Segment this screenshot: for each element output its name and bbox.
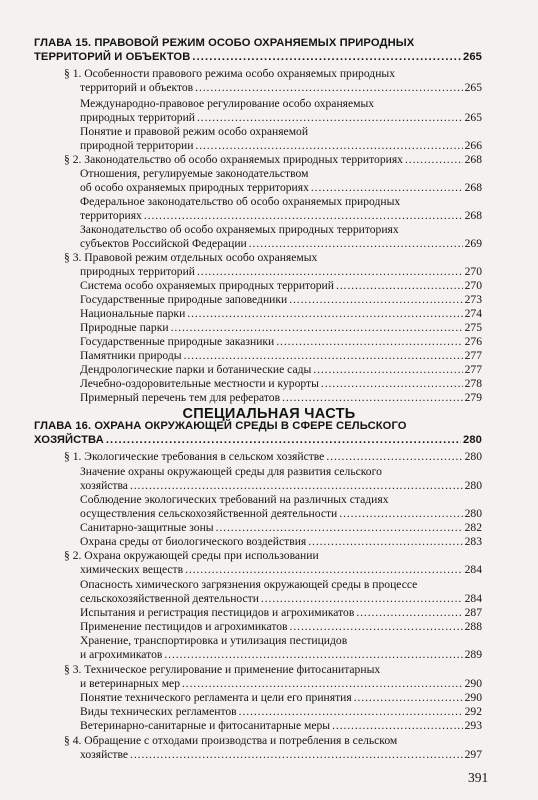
- leader-dots: [313, 363, 462, 377]
- toc-entry-text: Охрана среды от биологического воздействия: [80, 535, 307, 548]
- chapter-15-title-line2[interactable]: [34, 50, 482, 64]
- toc-entry-text: Памятники природы: [80, 349, 182, 362]
- toc-page-number: 265: [464, 81, 482, 94]
- toc-entry-text: территорий и объектов: [80, 81, 194, 94]
- toc-entry[interactable]: [80, 335, 482, 349]
- toc-entry-text: природных территорий: [80, 111, 195, 124]
- toc-entry-text: природных территорий: [80, 265, 195, 278]
- leader-dots: [289, 293, 462, 307]
- toc-page-number: 268: [464, 153, 482, 166]
- toc-entry-text[interactable]: § 1. Особенности правового режима особо охраняемых природных: [64, 67, 395, 80]
- toc-entry-text: субъектов Российской Федерации: [80, 237, 247, 250]
- toc-page-number: 270: [464, 279, 482, 292]
- toc-entry[interactable]: [80, 563, 482, 577]
- leader-dots: [185, 563, 463, 577]
- leader-dots: [106, 433, 461, 447]
- leader-dots: [290, 620, 463, 634]
- chapter-15-title-line1: ГЛАВА 15. ПРАВОВОЙ РЕЖИМ ОСОБО ОХРАНЯЕМЫХ ПРИРОДНЫХ: [34, 37, 415, 49]
- toc-entry-text: Государственные природные заказники: [80, 335, 275, 348]
- toc-entry-text[interactable]: Законодательство об особо охраняемых природных территориях: [80, 223, 399, 236]
- toc-page-number: 265: [464, 111, 482, 124]
- leader-dots: [216, 521, 463, 535]
- leader-dots: [195, 81, 462, 95]
- toc-page-number: 289: [464, 648, 482, 661]
- toc-page-number: 292: [464, 705, 482, 718]
- toc-page-number: 284: [464, 563, 482, 576]
- toc-entry-text[interactable]: Федеральное законодательство об особо охраняемых природных: [80, 195, 401, 208]
- toc-entry-text: и ветеринарных мер: [80, 677, 180, 690]
- toc-entry[interactable]: [64, 153, 482, 167]
- toc-page-number: 297: [464, 748, 482, 761]
- toc-page-number: 282: [464, 521, 482, 534]
- leader-dots: [321, 377, 463, 391]
- leader-dots: [249, 237, 463, 251]
- toc-entry[interactable]: [80, 321, 482, 335]
- toc-entry-text: Понятие технического регламента и цели его принятия: [80, 691, 352, 704]
- toc-page-number: 288: [464, 620, 482, 633]
- leader-dots: [144, 209, 463, 223]
- toc-entry[interactable]: [80, 279, 482, 293]
- toc-entry-text: хозяйстве: [80, 748, 129, 761]
- toc-page-number: 290: [464, 691, 482, 704]
- leader-dots: [405, 153, 463, 167]
- toc-entry[interactable]: [80, 181, 482, 195]
- toc-entry-text[interactable]: Отношения, регулируемые законодательством: [80, 167, 309, 180]
- toc-page-number: 276: [464, 335, 482, 348]
- toc-entry[interactable]: [80, 705, 482, 719]
- toc-page-number: 280: [464, 507, 482, 520]
- leader-dots: [276, 335, 462, 349]
- leader-dots: [130, 479, 463, 493]
- part-title: СПЕЦИАЛЬНАЯ ЧАСТЬ: [182, 406, 356, 422]
- toc-entry-text[interactable]: § 3. Правовой режим отдельных особо охраняемых: [64, 251, 318, 264]
- page-number: 391: [468, 770, 489, 785]
- toc-page-number: 270: [464, 265, 482, 278]
- toc-entry[interactable]: [80, 81, 482, 95]
- leader-dots: [187, 307, 462, 321]
- leader-dots: [308, 535, 462, 549]
- leader-dots: [356, 606, 462, 620]
- toc-entry[interactable]: [80, 691, 482, 705]
- leader-dots: [336, 279, 463, 293]
- toc-entry[interactable]: [80, 293, 482, 307]
- leader-dots: [332, 719, 463, 733]
- toc-entry[interactable]: [80, 521, 482, 535]
- toc-entry-text[interactable]: Значение охраны окружающей среды для развития сельского: [80, 465, 382, 478]
- toc-entry-text: осуществления сельскохозяйственной деятельности: [80, 507, 338, 520]
- toc-entry[interactable]: [80, 677, 482, 691]
- toc-entry-text: Испытания и регистрация пестицидов и агрохимикатов: [80, 606, 355, 619]
- leader-dots: [282, 391, 463, 405]
- leader-dots: [130, 748, 463, 762]
- leader-dots: [354, 691, 463, 705]
- chapter-16-title-line2[interactable]: [34, 433, 482, 447]
- toc-entry-text: Государственные природные заповедники: [80, 293, 288, 306]
- toc-entry-text[interactable]: Международно-правовое регулирование особо охраняемых: [80, 97, 375, 110]
- toc-entry-text: Ветеринарно-санитарные и фитосанитарные меры: [80, 719, 331, 732]
- toc-entry-text: сельскохозяйственной деятельности: [80, 592, 259, 605]
- toc-entry[interactable]: [80, 265, 482, 279]
- leader-dots: [197, 265, 463, 279]
- toc-entry-text: и агрохимикатов: [80, 648, 163, 661]
- toc-entry[interactable]: [80, 349, 482, 363]
- chapter-16-title-line1: ГЛАВА 16. ОХРАНА ОКРУЖАЮЩЕЙ СРЕДЫ В СФЕРЕ СЕЛЬСКОГО: [34, 420, 407, 432]
- toc-entry-text: § 1. Экологические требования в сельском хозяйстве: [64, 450, 325, 463]
- toc-entry-text: химических веществ: [80, 563, 184, 576]
- toc-entry-text: § 2. Законодательство об особо охраняемых природных территориях: [64, 153, 403, 166]
- leader-dots: [171, 321, 463, 335]
- toc-entry-text: территориях: [80, 209, 142, 222]
- toc-entry[interactable]: [80, 363, 482, 377]
- toc-entry[interactable]: [80, 620, 482, 634]
- toc-page-number: 283: [464, 535, 482, 548]
- toc-entry[interactable]: [80, 719, 482, 733]
- toc-entry[interactable]: [80, 535, 482, 549]
- toc-entry[interactable]: [80, 648, 482, 662]
- toc-page-number: 287: [464, 606, 482, 619]
- toc-entry-text: Лечебно-оздоровительные местности и курорты: [80, 377, 319, 390]
- toc-page-number: 269: [464, 237, 482, 250]
- toc-entry-text[interactable]: § 3. Техническое регулирование и применение фитосанитарных: [64, 663, 381, 676]
- toc-entry-text: Санитарно-защитные зоны: [80, 521, 214, 534]
- toc-entry[interactable]: [80, 377, 482, 391]
- toc-page-number: 275: [464, 321, 482, 334]
- toc-page-number: 274: [464, 307, 482, 320]
- toc-entry-text[interactable]: Хранение, транспортировка и утилизация пестицидов: [80, 634, 348, 647]
- toc-page-number: 266: [464, 139, 482, 152]
- toc-page-number: 279: [464, 391, 482, 404]
- toc-entry-text: природной территории: [80, 139, 194, 152]
- toc-entry[interactable]: [80, 307, 482, 321]
- toc-entry-text: Виды технических регламентов: [80, 705, 237, 718]
- chapter-15-title-line2-text: ТЕРРИТОРИЙ И ОБЪЕКТОВ: [34, 51, 191, 63]
- toc-page-number: 280: [464, 450, 482, 463]
- leader-dots: [192, 50, 461, 64]
- toc-entry[interactable]: [80, 209, 482, 223]
- toc-entry-text: об особо охраняемых природных территориях: [80, 181, 309, 194]
- toc-entry-text: Национальные парки: [80, 307, 186, 320]
- toc-entry[interactable]: [80, 139, 482, 153]
- leader-dots: [326, 450, 462, 464]
- chapter-16-title-line2-text: ХОЗЯЙСТВА: [34, 434, 104, 446]
- leader-dots: [195, 139, 462, 153]
- toc-entry[interactable]: [80, 237, 482, 251]
- leader-dots: [261, 592, 463, 606]
- toc-entry-text: Природные парки: [80, 321, 169, 334]
- leader-dots: [197, 111, 463, 125]
- toc-entry[interactable]: [80, 507, 482, 521]
- toc-page-number: 277: [464, 349, 482, 362]
- toc-entry-text: Применение пестицидов и агрохимикатов: [80, 620, 288, 633]
- toc-entry-text[interactable]: § 2. Охрана окружающей среды при использовании: [64, 549, 319, 562]
- chapter-16-page: 280: [463, 434, 482, 446]
- toc-entry-text: Примерный перечень тем для рефератов: [80, 391, 281, 404]
- toc-entry[interactable]: [80, 748, 482, 762]
- toc-page-number: 277: [464, 363, 482, 376]
- toc-entry[interactable]: [80, 391, 482, 405]
- toc-entry[interactable]: [80, 606, 482, 620]
- leader-dots: [239, 705, 463, 719]
- toc-page-number: 268: [464, 181, 482, 194]
- toc-entry-text[interactable]: § 4. Обращение с отходами производства и потребления в сельском: [64, 734, 398, 747]
- toc-entry-text[interactable]: Соблюдение экологических требований на различных стадиях: [80, 493, 389, 506]
- toc-entry-text[interactable]: Опасность химического загрязнения окружающей среды в процессе: [80, 578, 418, 591]
- leader-dots: [164, 648, 462, 662]
- toc-entry-text: Система особо охраняемых природных территорий: [80, 279, 334, 292]
- toc-entry[interactable]: [64, 450, 482, 464]
- toc-entry[interactable]: [80, 479, 482, 493]
- toc-page-number: 280: [464, 479, 482, 492]
- toc-entry[interactable]: [80, 111, 482, 125]
- toc-entry[interactable]: [80, 592, 482, 606]
- leader-dots: [311, 181, 463, 195]
- leader-dots: [339, 507, 462, 521]
- toc-page-number: 268: [464, 209, 482, 222]
- toc-entry-text: хозяйства: [80, 479, 128, 492]
- leader-dots: [184, 349, 463, 363]
- toc-page-number: 273: [464, 293, 482, 306]
- chapter-15-page: 265: [463, 51, 482, 63]
- toc-page-number: 290: [464, 677, 482, 690]
- toc-entry-text: Дендрологические парки и ботанические сады: [80, 363, 312, 376]
- toc-entry-text[interactable]: Понятие и правовой режим особо охраняемой: [80, 125, 309, 138]
- toc-page-number: 278: [464, 377, 482, 390]
- leader-dots: [182, 677, 463, 691]
- toc-page-number: 293: [464, 719, 482, 732]
- toc-page-number: 284: [464, 592, 482, 605]
